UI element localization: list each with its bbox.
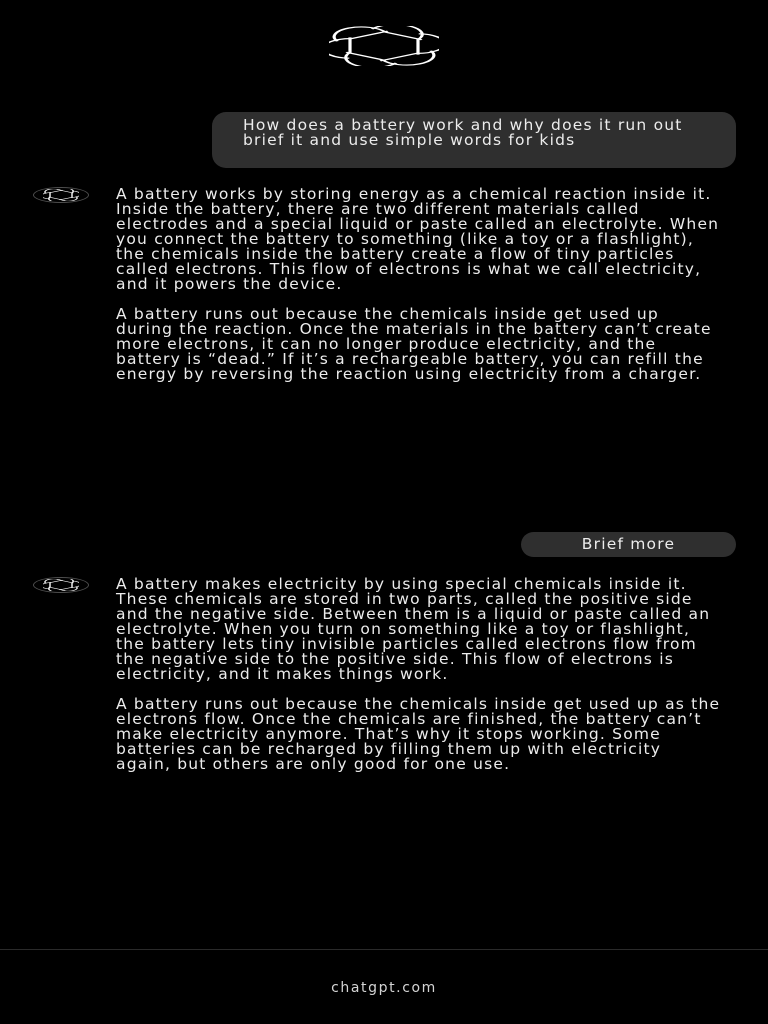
assistant-message — [116, 187, 722, 397]
footer-domain[interactable]: chatgpt.com — [331, 980, 437, 996]
assistant-avatar — [33, 577, 89, 593]
user-message: How does a battery work and why does it run out brief it and use simple words for kids — [212, 112, 736, 168]
assistant-paragraph: A battery runs out because the chemicals inside get used up during the reaction. Once the materials in the battery can’t create more electrons, it can no longer produce electricity, and the battery is “dead.” If it’s a rechargeable battery, you can refill the energy by reversing the reaction using electricity from a charger. — [116, 305, 712, 383]
assistant-paragraph: A battery makes electricity by using special chemicals inside it. These chemicals are stored in two parts, called the positive side and the negative side. Between them is a liquid or paste called an electrolyte. When you turn on something like a toy or flashlight, the battery lets tiny invisible particles called electrons flow from the negative side to the positive side. This flow of electrons is electricity, and it makes things work. — [116, 575, 711, 683]
assistant-paragraph: A battery runs out because the chemicals inside get used up as the electrons flow. Once the chemicals are finished, the battery can’t make electricity anymore. That’s why it stops working. Some batteries can be recharged by filling them up with electricity again, but others are only good for one use. — [116, 695, 721, 773]
header-logo — [0, 26, 768, 70]
assistant-paragraph: A battery works by storing energy as a chemical reaction inside it. Inside the battery, there are two different materials called electrodes and a special liquid or paste called an electrolyte. When you connect the battery to something (like a toy or a flashlight), the chemicals inside the battery create a flow of tiny particles called electrons. This flow of electrons is what we call electricity, and it powers the device. — [116, 185, 720, 293]
openai-logo-icon — [43, 186, 79, 205]
footer-divider — [0, 949, 768, 950]
openai-logo-icon — [329, 26, 439, 70]
openai-logo-icon — [43, 576, 79, 595]
assistant-message — [116, 577, 722, 787]
assistant-avatar — [33, 187, 89, 203]
user-message: Brief more — [521, 532, 736, 557]
